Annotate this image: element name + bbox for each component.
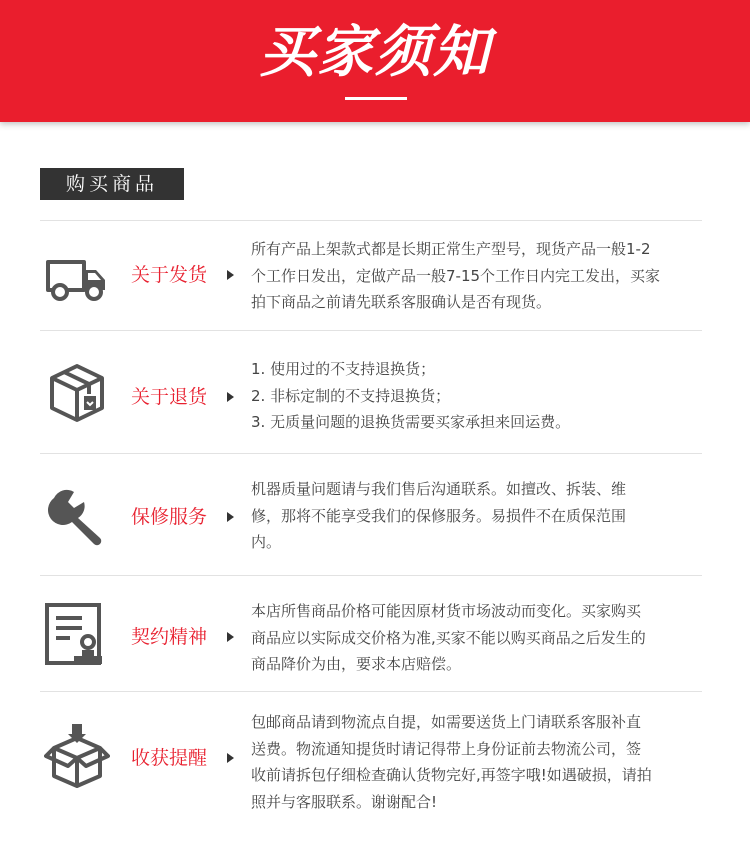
text-line: 个工作日发出，定做产品一般7-15个工作日内完工发出，买家 [251,266,661,285]
arrow-right-icon [227,392,234,402]
text-line: 商品降价为由，要求本店赔偿。 [251,655,462,673]
text-line: 照并与客服联系。谢谢配合! [251,792,438,811]
divider [40,453,702,454]
divider [40,691,702,692]
contract-stamp-icon [44,602,110,668]
text-line: 包邮商品请到物流点自提，如需要送货上门请联系客服补直 [251,713,642,731]
return-box-icon [44,360,110,426]
receipt-text [251,709,721,815]
warranty-label: 保修服务 [131,506,208,528]
wrench-icon [44,482,110,548]
text-line: 所有产品上架款式都是长期正常生产型号，现货产品一般1-2 [251,240,651,258]
banner-title: 买家须知 [259,20,491,85]
contract-label: 契约精神 [131,626,208,648]
text-line: 1. 使用过的不支持退换货； [251,360,436,378]
text-line: 3. 无质量问题的退换货需要买家承担来回运费。 [251,413,571,431]
text-line: 内。 [251,533,282,551]
text-line: 修，那将不能享受我们的保修服务。易损件不在质保范围 [251,506,627,525]
receipt-label: 收获提醒 [131,747,208,769]
text-line: 送费。物流通知提货时请记得带上身份证前去物流公司，签 [251,739,642,758]
arrow-right-icon [227,632,234,642]
divider [40,220,702,221]
text-line: 拍下商品之前请先联系客服确认是否有现货。 [251,293,552,311]
arrow-right-icon [227,512,234,522]
shipping-label: 关于发货 [131,264,208,286]
returns-text [251,356,721,436]
warranty-text [251,476,721,556]
section-title: 购买商品 [40,168,184,200]
text-line: 收前请拆包仔细检查确认货物完好,再签字哦!如遇破损，请拍 [251,766,652,784]
arrow-right-icon [227,270,234,280]
header-banner [0,0,750,122]
text-line: 2. 非标定制的不支持退换货； [251,386,451,405]
banner-underline [345,97,407,100]
receive-box-icon [44,724,110,790]
arrow-right-icon [227,753,234,763]
shipping-text [251,236,721,316]
text-line: 本店所售商品价格可能因原材货市场波动而变化。买家购买 [251,602,642,620]
text-line: 商品应以实际成交价格为准,买家不能以购买商品之后发生的 [251,628,646,647]
contract-text [251,598,721,678]
text-line: 机器质量问题请与我们售后沟通联系。如擅改、拆装、维 [251,480,627,498]
delivery-truck-icon [44,246,110,312]
divider [40,330,702,331]
divider [40,575,702,576]
returns-label: 关于退货 [131,386,208,408]
